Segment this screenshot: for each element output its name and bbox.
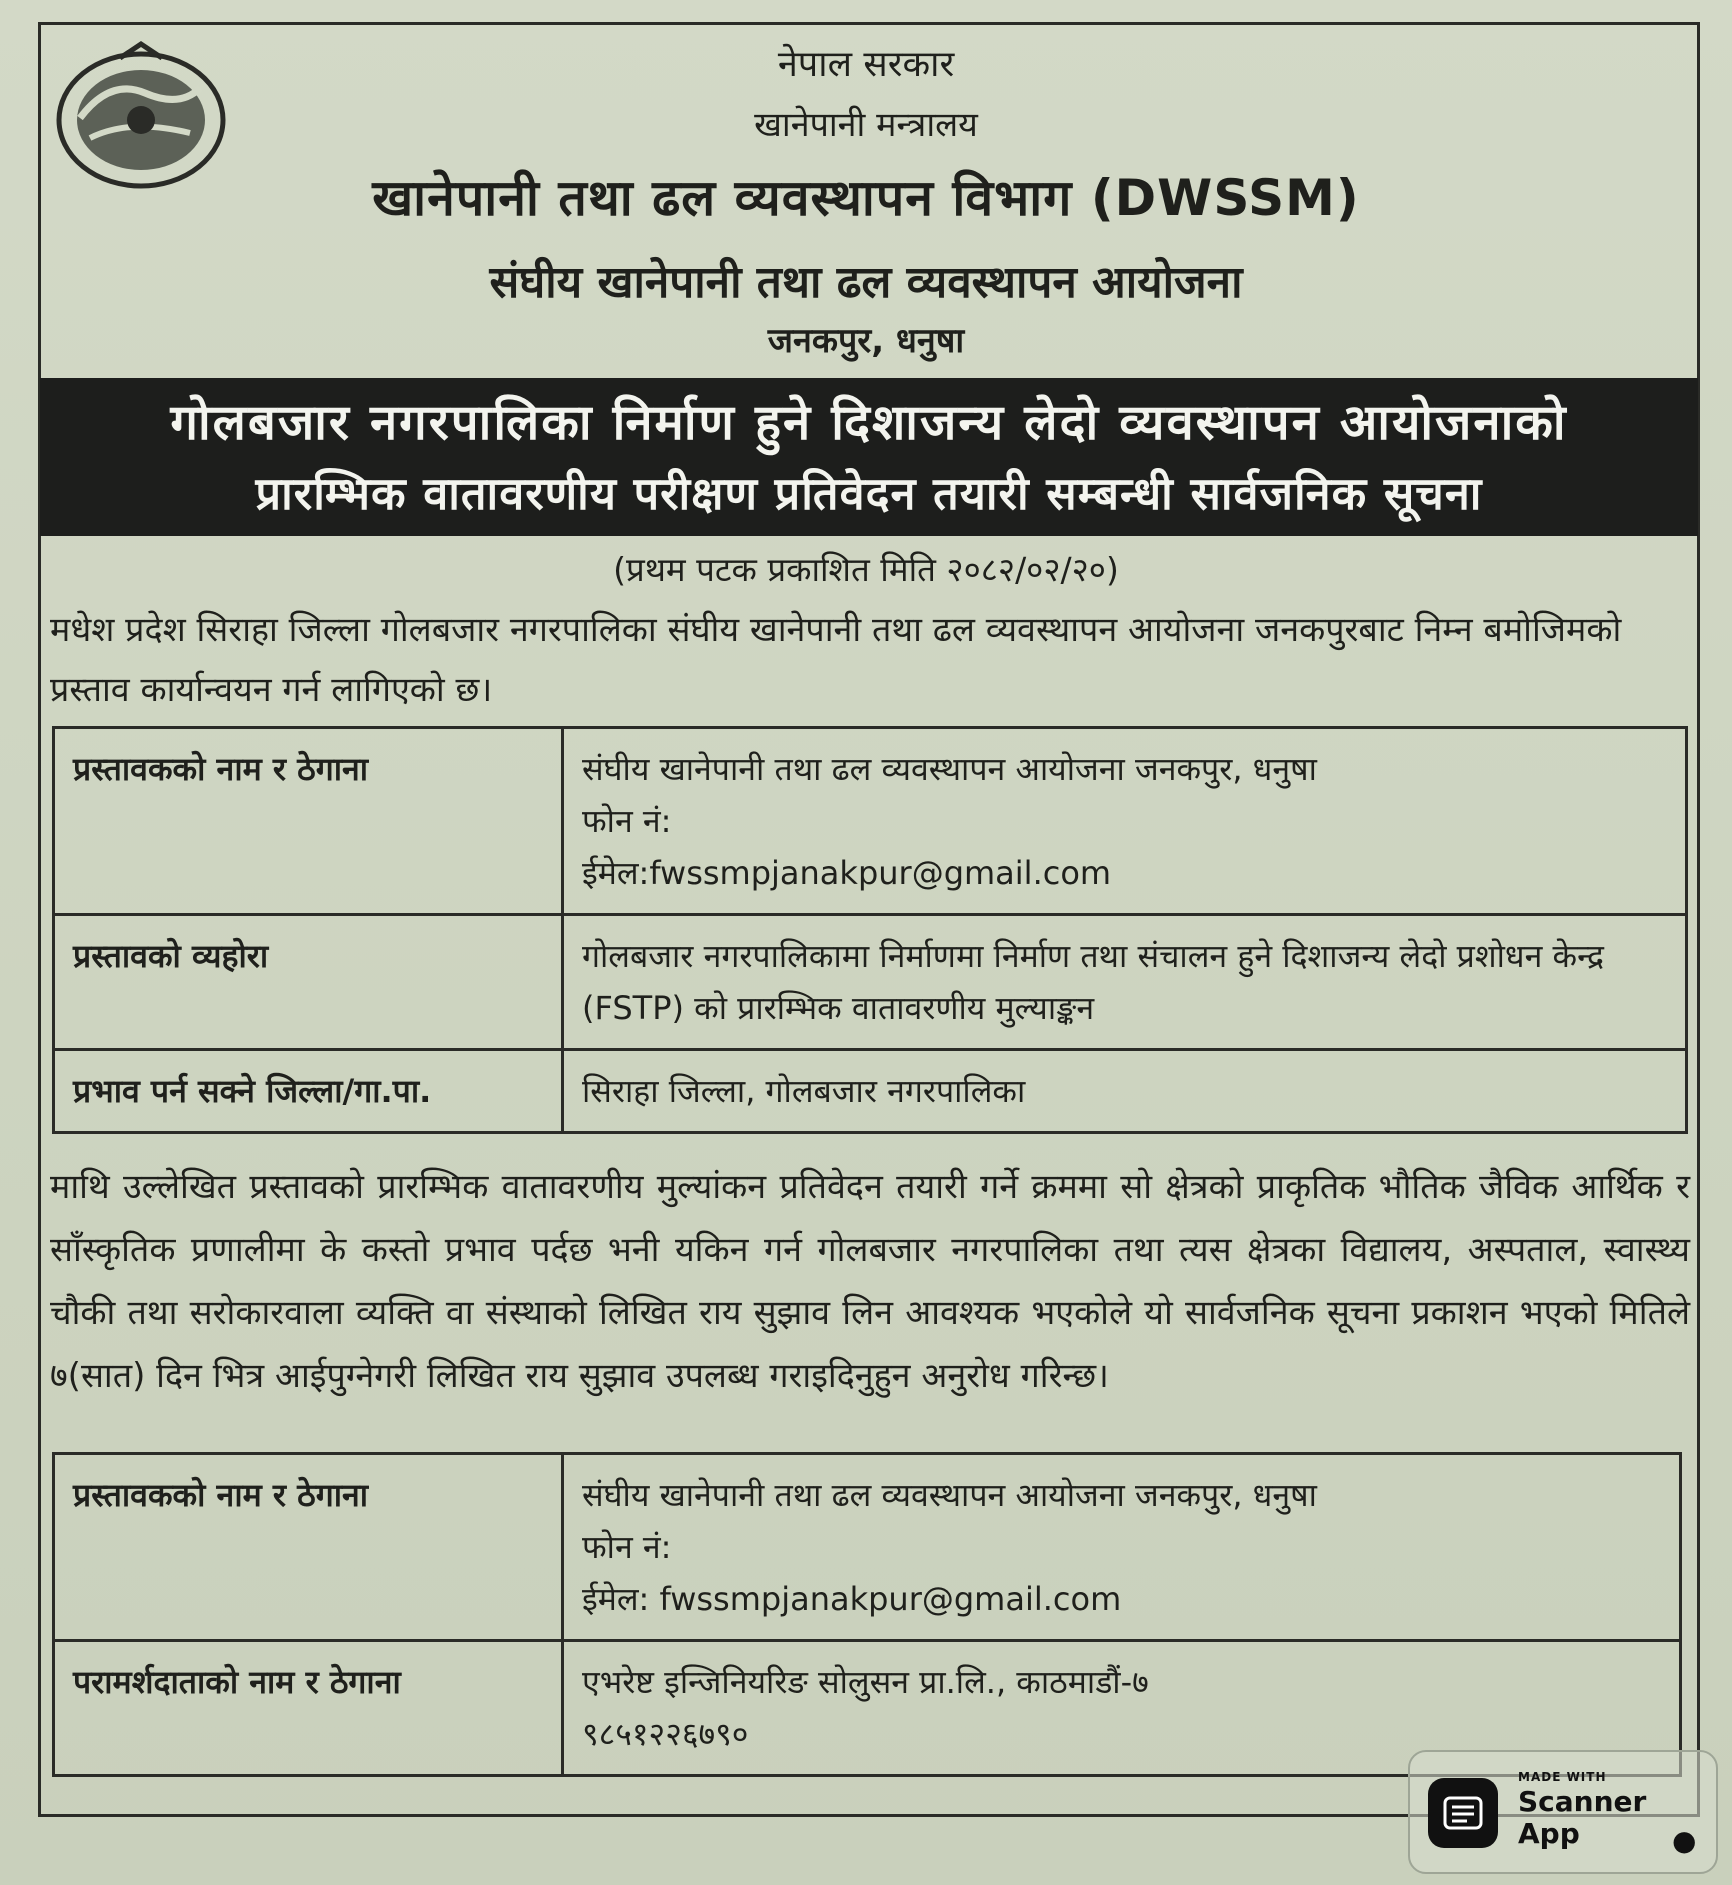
table-row: [54, 915, 1687, 1050]
proposer-phone: फोन नं:: [582, 1528, 672, 1566]
banner-line-1: गोलबजार नगरपालिका निर्माण हुने दिशाजन्य लेदो व्यवस्थापन आयोजनाको: [170, 394, 1568, 451]
badge-made-with: MADE WITH: [1518, 1770, 1607, 1784]
city-name: जनकपुर, धनुषा: [767, 321, 965, 361]
project-title: संघीय खानेपानी तथा ढल व्यवस्थापन आयोजना: [489, 257, 1243, 308]
consultant-phone: ९८५१२२६७९०: [582, 1715, 749, 1753]
proposer-address: संघीय खानेपानी तथा ढल व्यवस्थापन आयोजना जनकपुर, धनुषा: [582, 1476, 1317, 1514]
scanner-app-watermark: [1408, 1750, 1718, 1874]
proposer-label: प्रस्तावकको नाम र ठेगाना: [54, 1454, 563, 1641]
proposer-value: [563, 728, 1687, 915]
badge-app-name: Scanner App: [1518, 1785, 1647, 1850]
proposal-subject-value: गोलबजार नगरपालिकामा निर्माणमा निर्माण तथा संचालन हुने दिशाजन्य लेदो प्रशोधन केन्द्र (FSTP) को प्रारम्भिक वातावरणीय मुल्याङ्कन: [563, 915, 1687, 1050]
proposer-email: ईमेल: fwssmpjanakpur@gmail.com: [582, 1580, 1122, 1618]
proposer-phone: फोन नं:: [582, 802, 672, 840]
proposer-email: ईमेल:fwssmpjanakpur@gmail.com: [582, 854, 1112, 892]
notice-banner: [40, 378, 1698, 536]
proposal-table: [52, 726, 1688, 1134]
consultant-address: एभरेष्ट इन्जिनियरिङ सोलुसन प्रा.लि., काठमाडौं-७: [582, 1663, 1149, 1701]
proposer-label: प्रस्तावकको नाम र ठेगाना: [54, 728, 563, 915]
consultant-label: परामर्शदाताको नाम र ठेगाना: [54, 1641, 563, 1776]
government-name: नेपाल सरकार: [777, 44, 955, 85]
banner-line-2: प्रारम्भिक वातावरणीय परीक्षण प्रतिवेदन तयारी सम्बन्धी सार्वजनिक सूचना: [255, 467, 1483, 520]
department-title: खानेपानी तथा ढल व्यवस्थापन विभाग (DWSSM): [372, 169, 1360, 227]
proposer-address: संघीय खानेपानी तथा ढल व्यवस्थापन आयोजना जनकपुर, धनुषा: [582, 750, 1317, 788]
ministry-name: खानेपानी मन्त्रालय: [754, 105, 978, 145]
contact-table: [52, 1452, 1682, 1777]
body-paragraph: माथि उल्लेखित प्रस्तावको प्रारम्भिक वातावरणीय मुल्यांकन प्रतिवेदन तयारी गर्ने क्रममा सो क्षेत्रको प्राकृतिक भौतिक जैविक आर्थिक र साँस्कृतिक प्रणालीमा के कस्तो प्रभाव पर्दछ भनी यकिन गर्न गोलबजार नगरपालिका तथा त्यस क्षेत्रका विद्यालय, अस्पताल, स्वास्थ्य चौकी तथा सरोकारवाला व्यक्ति वा संस्थाको लिखित राय सुझाव लिन आवश्यक भएकोले यो सार्वजनिक सूचना प्रकाशन भएको मितिले ७(सात) दिन भित्र आईपुग्नेगरी लिखित राय सुझाव उपलब्ध गराइदिनुहुन अनुरोध गरिन्छ।: [50, 1167, 1690, 1396]
publication-date: (प्रथम पटक प्रकाशित मिति २०८२/०२/२०): [613, 550, 1119, 589]
intro-paragraph: मधेश प्रदेश सिराहा जिल्ला गोलबजार नगरपालिका संघीय खानेपानी तथा ढल व्यवस्थापन आयोजना जनकपुरबाट निम्न बमोजिमको प्रस्ताव कार्यान्वयन गर्न लागिएको छ।: [50, 610, 1622, 710]
affected-area-label: प्रभाव पर्न सक्ने जिल्ला/गा.पा.: [54, 1050, 563, 1133]
table-row: [54, 1050, 1687, 1133]
table-row: [54, 1454, 1681, 1641]
affected-area-value: सिराहा जिल्ला, गोलबजार नगरपालिका: [563, 1050, 1687, 1133]
proposer-value: [563, 1454, 1681, 1641]
proposal-subject-label: प्रस्तावको व्यहोरा: [54, 915, 563, 1050]
apple-icon: ●: [1672, 1824, 1697, 1857]
scanner-app-icon: [1428, 1778, 1498, 1848]
table-row: [54, 728, 1687, 915]
